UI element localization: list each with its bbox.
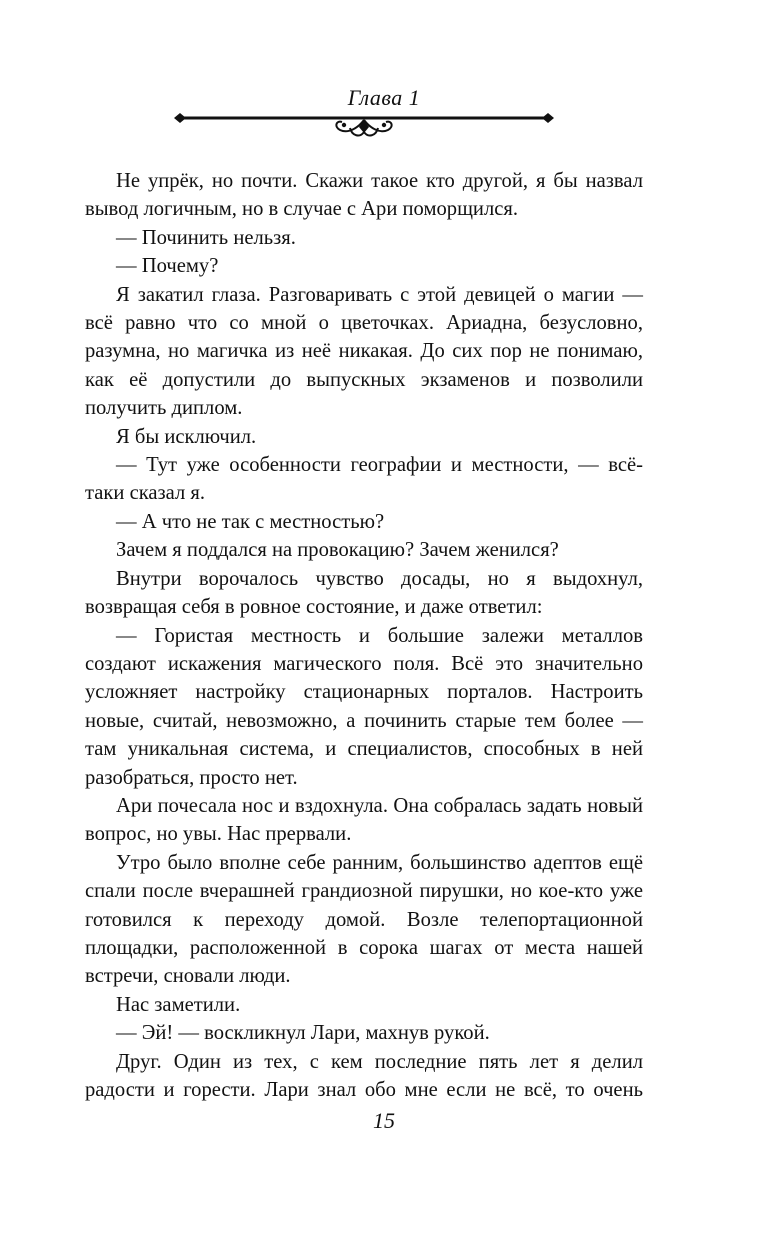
paragraph: — А что не так с местностью?: [116, 510, 385, 533]
paragraph: Я закатил глаза. Разговаривать с этой девицей о магии — всё равно что со мной о цветочках. Ариадна, безусловно, разумна, но магичка из неё никакая. До сих пор не понимаю, как её допустили до выпускных экзаменов и позволили получить диплом.: [85, 283, 643, 420]
paragraph: Ари почесала нос и вздохнула. Она собралась задать новый вопрос, но увы. Нас прервали.: [85, 794, 643, 846]
paragraph: Утро было вполне себе ранним, большинство адептов ещё спали после вчерашней грандиозной пирушки, но кое-кто уже готовился к переходу домой. Возле телепортационной площадки, расположенной в сорока шагах от места нашей встречи, сновали люди.: [85, 851, 643, 988]
body-text: [85, 167, 643, 1104]
paragraph: — Почему?: [116, 255, 219, 278]
paragraph: — Гористая местность и большие залежи металлов создают искажения магического поля. Всё это значительно усложняет настройку стационарных порталов. Настроить новые, считай, невозможно, а починить старые тем более — там уникальная система, и специалистов, способных в ней разобраться, просто нет.: [85, 624, 643, 789]
ornament-divider-icon: [168, 108, 560, 144]
paragraph: Друг. Один из тех, с кем последние пять лет я делил радости и горести. Лари знал обо мне если не всё, то очень: [85, 1050, 643, 1101]
paragraph: Внутри ворочалось чувство досады, но я выдохнул, возвращая себя в ровное состояние, и даже ответил:: [85, 567, 643, 619]
chapter-title: Глава 1: [347, 85, 421, 110]
paragraph: Нас заметили.: [116, 993, 241, 1016]
paragraph: Не упрёк, но почти. Скажи такое кто другой, я бы назвал вывод логичным, но в случае с Ари поморщился.: [85, 170, 643, 221]
paragraph: Я бы исключил.: [116, 425, 257, 448]
page-number: 15: [373, 1108, 395, 1133]
paragraph: — Починить нельзя.: [116, 226, 296, 249]
paragraph: — Тут уже особенности географии и местности, — всё-таки сказал я.: [85, 454, 643, 505]
paragraph: Зачем я поддался на провокацию? Зачем женился?: [116, 539, 559, 562]
paragraph: — Эй! — воскликнул Лари, махнув рукой.: [116, 1022, 490, 1045]
